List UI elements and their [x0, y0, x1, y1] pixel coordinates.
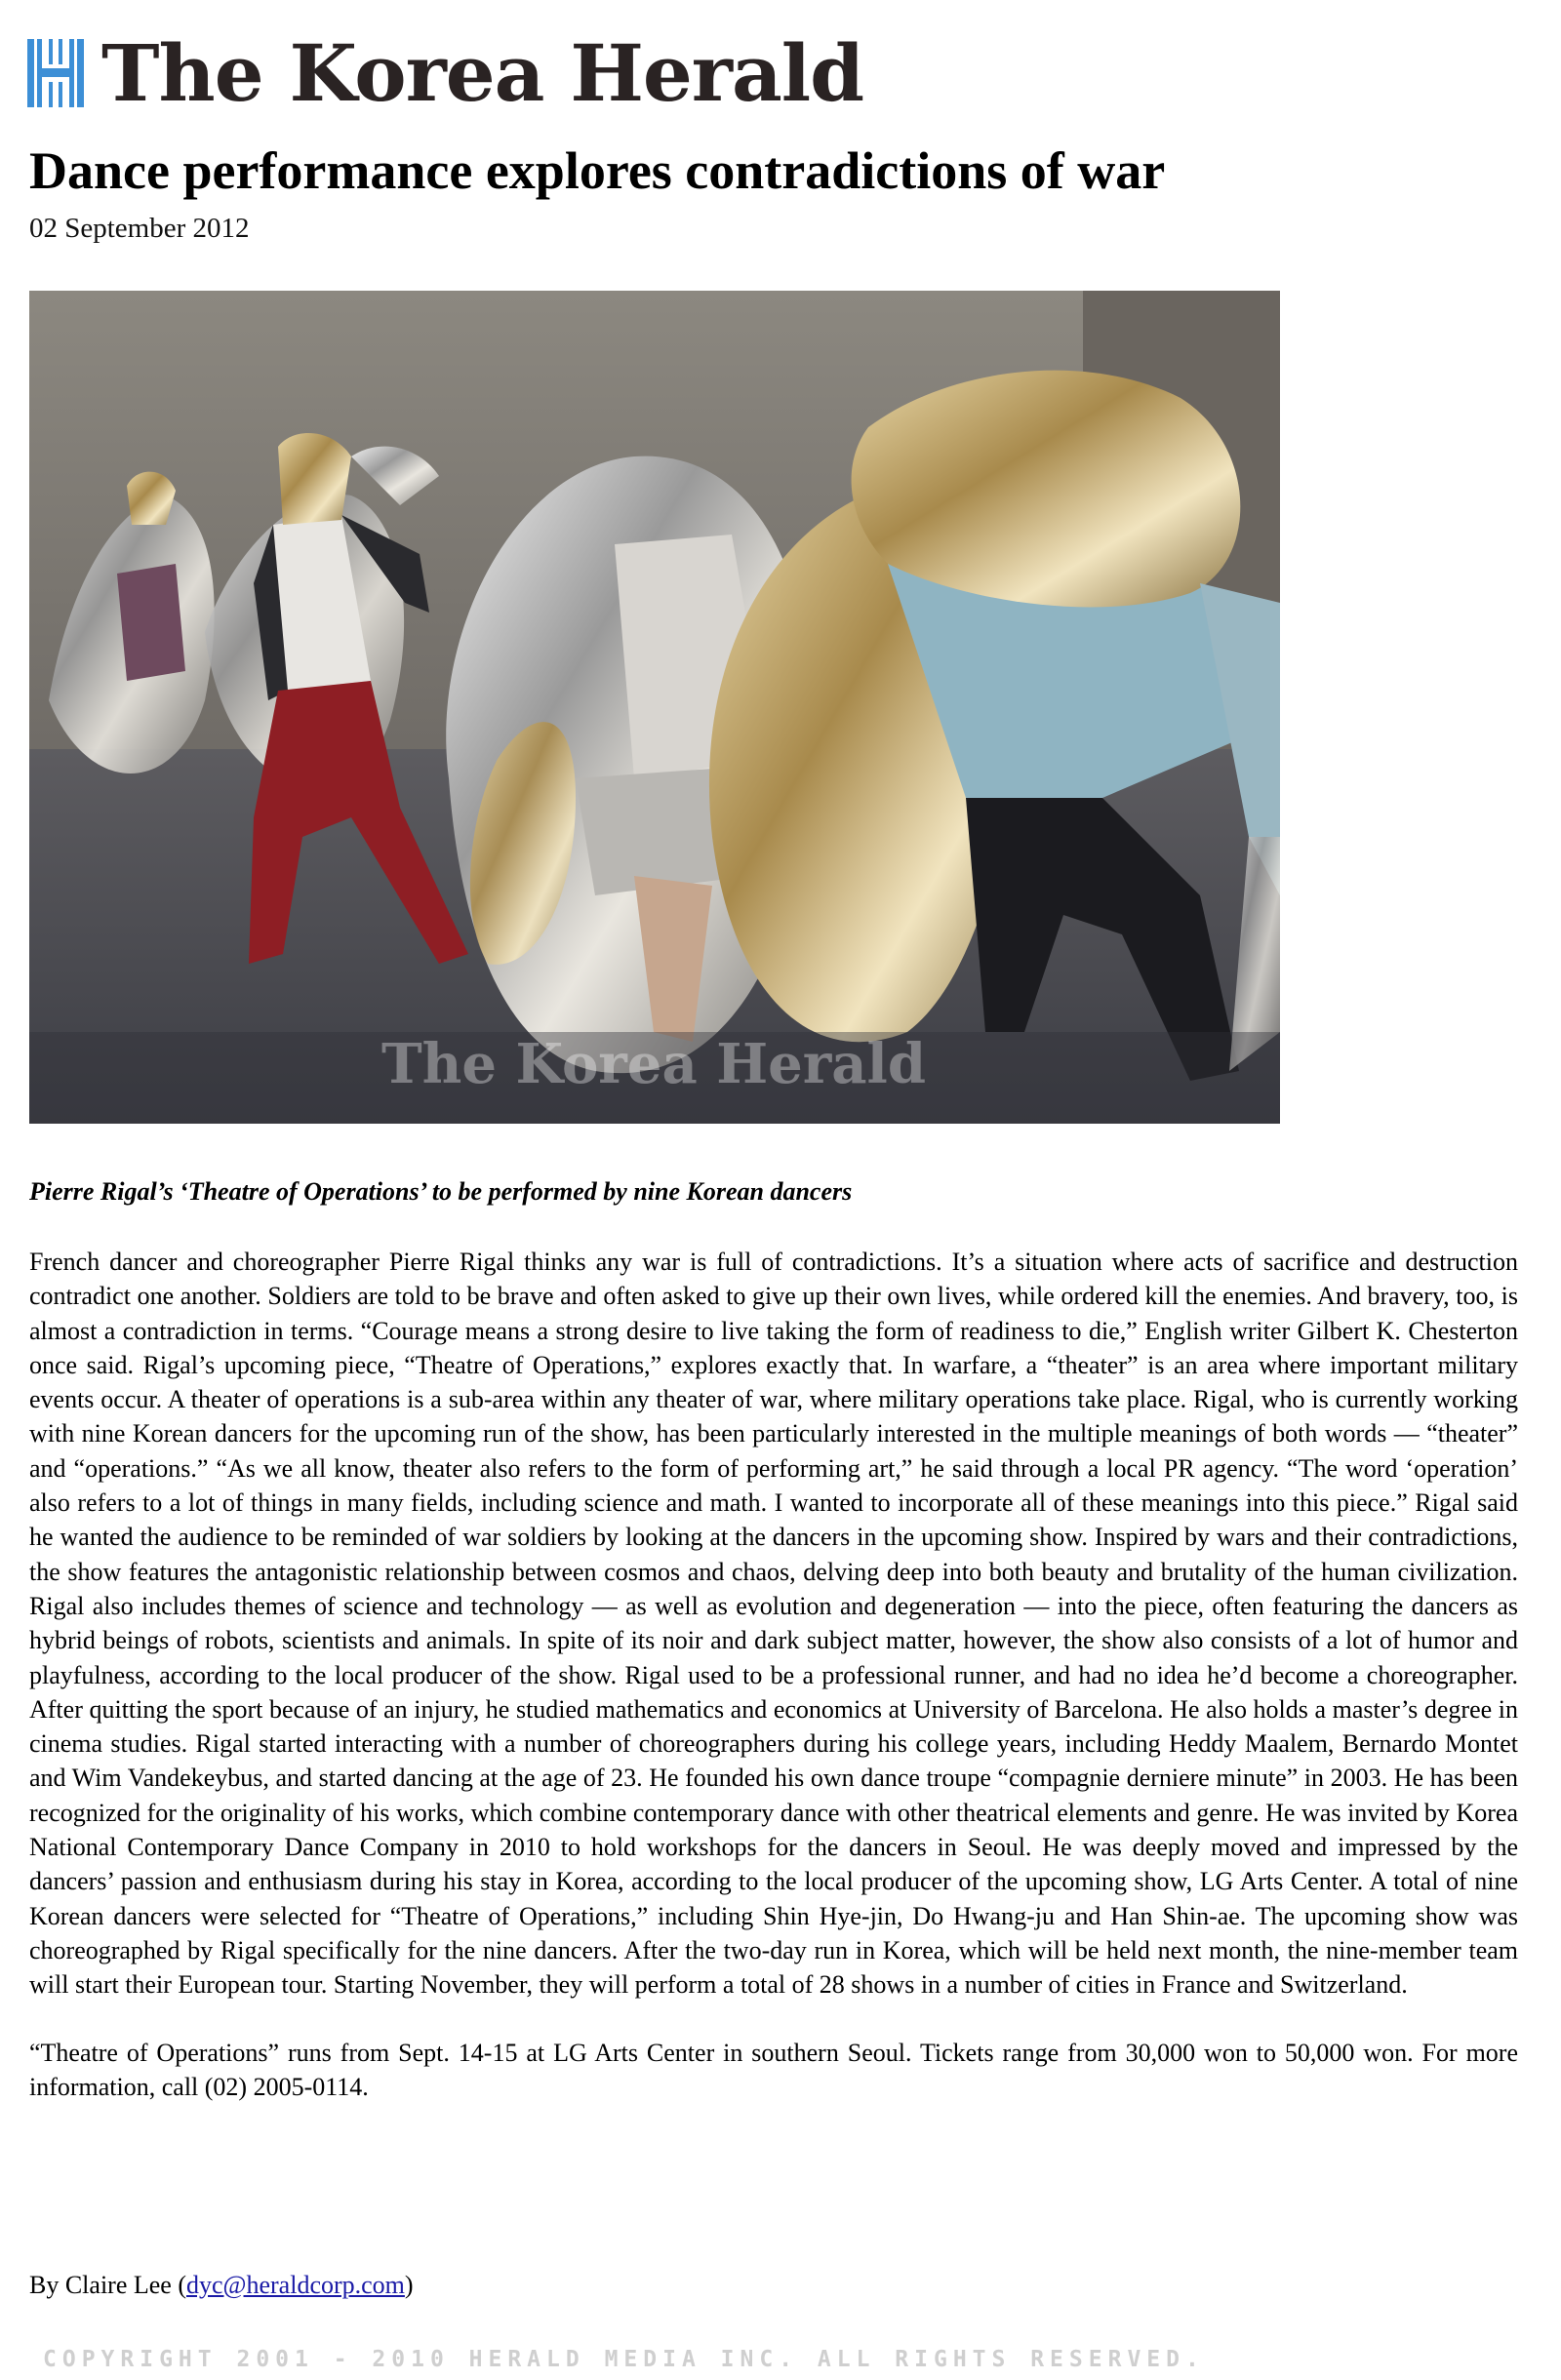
article-subhead: Pierre Rigal’s ‘Theatre of Operations’ to be performed by nine Korean dancers [29, 1177, 853, 1206]
korea-herald-logo-icon [27, 35, 84, 111]
author-email-link[interactable]: dyc@heraldcorp.com [186, 2271, 405, 2299]
photo-watermark: The Korea Herald [381, 1032, 926, 1096]
article-body [29, 1245, 1518, 2137]
article-paragraph: “Theatre of Operations” runs from Sept. 14-15 at LG Arts Center in southern Seoul. Tickets range from 30,000 won to 50,000 won. For more information, call (02) 2005-0114. [29, 2038, 1518, 2101]
masthead [27, 29, 863, 117]
article-photo [29, 291, 1280, 1124]
byline-prefix: By Claire Lee ( [29, 2271, 186, 2299]
byline [29, 2271, 414, 2300]
dancers-photo-illustration [29, 291, 1280, 1124]
article-date: 02 September 2012 [29, 213, 250, 244]
copyright-notice: COPYRIGHT 2001 - 2010 HERALD MEDIA INC. ALL RIGHTS RESERVED. [43, 2347, 1205, 2372]
byline-suffix: ) [404, 2271, 414, 2299]
article-paragraph: French dancer and choreographer Pierre Rigal thinks any war is full of contradictions. It’s a situation where acts of sacrifice and destruction contradict one another. Soldiers are told to be brave and often asked to give up their own lives, while ordered kill the enemies. And bravery, too, is almost a contradiction in terms. “Courage means a strong desire to live taking the form of readiness to die,” English writer Gilbert K. Chesterton once said. Rigal’s upcoming piece, “Theatre of Operations,” explores exactly that. In warfare, a “theater” is an area where important military events occur. A theater of operations is a sub-area within any theater of war, where military operations take place. Rigal, who is currently working with nine Korean dancers for the upcoming run of the show, has been particularly interested in the multiple meanings of both words — “theater” and “operations.” “As we all know, theater also refers to the form of performing art,” he said through a local PR agency. “The word ‘operation’ also refers to a lot of things in many fields, including science and math. I wanted to incorporate all of these meanings into this piece.” Rigal said he wanted the audience to be reminded of war soldiers by looking at the dancers in the upcoming show. Inspired by wars and their contradictions, the show features the antagonistic relationship between cosmos and chaos, delving deep into both beauty and brutality of the human civilization. Rigal also includes themes of science and technology — as well as evolution and degeneration — into the piece, often featuring the dancers as hybrid beings of robots, scientists and animals. In spite of its noir and dark subject matter, however, the show also consists of a lot of humor and playfulness, according to the local producer of the show. Rigal used to be a professional runner, and had no idea he’d become a choreographer. After quitting the sport because of an injury, he studied mathematics and economics at University of Barcelona. He also holds a master’s degree in cinema studies. Rigal started interacting with a number of choreographers during his college years, including Heddy Maalem, Bernardo Montet and Wim Vandekeybus, and started dancing at the age of 23. He founded his own dance troupe “compagnie derniere minute” in 2003. He has been recognized for the originality of his works, which combine contemporary dance with other theatrical elements and genre. He was invited by Korea National Contemporary Dance Company in 2010 to hold workshops for the dancers in Seoul. He was deeply moved and impressed by the dancers’ passion and enthusiasm during his stay in Korea, according to the local producer of the upcoming show, LG Arts Center. A total of nine Korean dancers were selected for “Theatre of Operations,” including Shin Hye-jin, Do Hwang-ju and Han Shin-ae. The upcoming show was choreographed by Rigal specifically for the nine dancers. After the two-day run in Korea, which will be held next month, the nine-member team will start their European tour. Starting November, they will perform a total of 28 shows in a number of cities in France and Switzerland. [29, 1248, 1518, 2000]
article-headline: Dance performance explores contradictions of war [29, 141, 1166, 200]
brand-name: The Korea Herald [101, 27, 864, 119]
